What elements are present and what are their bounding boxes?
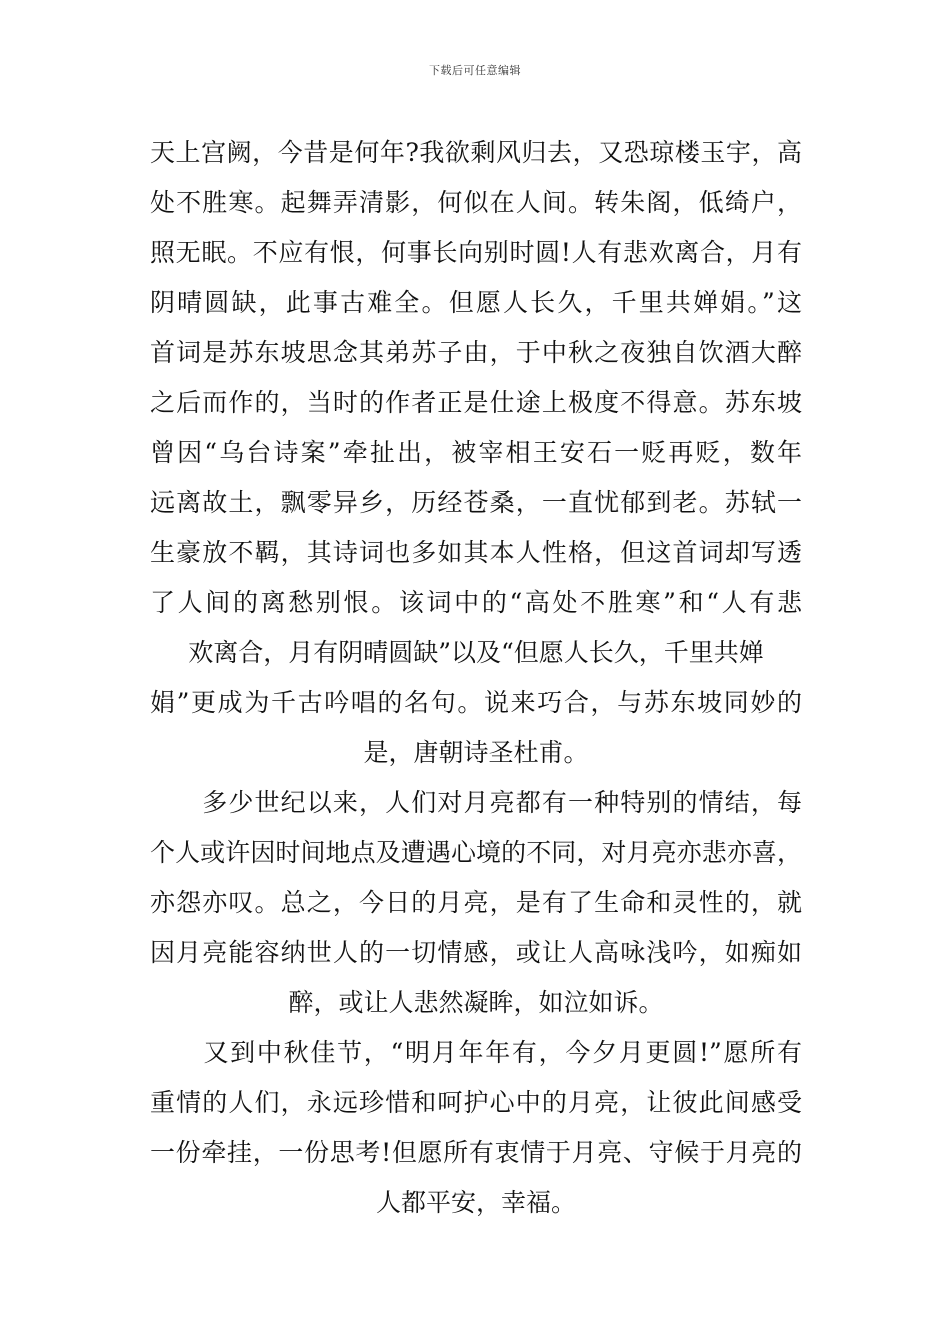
- text-line: 一份牵挂，一份思考!但愿所有衷情于月亮、守候于月亮的: [150, 1138, 802, 1167]
- text-line: 重情的人们，永远珍惜和呵护心中的月亮，让彼此间感受: [150, 1088, 802, 1117]
- page-header: 下载后可任意编辑: [429, 64, 521, 77]
- text-line: 娟”更成为千古吟唱的名句。说来巧合，与苏东坡同妙的: [150, 688, 802, 717]
- text-line: 个人或许因时间地点及遭遇心境的不同，对月亮亦悲亦喜，: [150, 838, 802, 867]
- text-line: 因月亮能容纳世人的一切情感，或让人高咏浅吟，如痴如: [150, 938, 802, 967]
- text-line: 处不胜寒。起舞弄清影，何似在人间。转朱阁，低绮户，: [150, 188, 802, 217]
- text-line: 照无眠。不应有恨，何事长向别时圆!人有悲欢离合，月有: [150, 238, 802, 267]
- text-line: 多少世纪以来，人们对月亮都有一种特别的情结，每: [150, 788, 802, 817]
- text-line: 又到中秋佳节，“明月年年有，今夕月更圆!”愿所有: [150, 1038, 802, 1067]
- text-line: 曾因“乌台诗案”牵扯出，被宰相王安石一贬再贬，数年: [150, 438, 802, 467]
- text-line: 天上宫阙，今昔是何年?我欲剩风归去，又恐琼楼玉宇，高: [150, 138, 802, 167]
- text-line: 欢离合，月有阴晴圆缺”以及“但愿人长久，千里共婵: [188, 638, 764, 667]
- text-line: 是，唐朝诗圣杜甫。: [363, 738, 589, 767]
- text-line: 人都平安，幸福。: [375, 1188, 576, 1217]
- text-line: 了人间的离愁别恨。该词中的“高处不胜寒”和“人有悲: [150, 588, 802, 617]
- document-body: [150, 128, 802, 1228]
- text-line: 生豪放不羁，其诗词也多如其本人性格，但这首词却写透: [150, 538, 802, 567]
- text-line: 之后而作的，当时的作者正是仕途上极度不得意。苏东坡: [150, 388, 802, 417]
- text-line: 阴晴圆缺，此事古难全。但愿人长久，千里共婵娟。”这: [150, 288, 802, 317]
- text-line: 远离故土，飘零异乡，历经苍桑，一直忧郁到老。苏轼一: [150, 488, 802, 517]
- text-line: 醉，或让人悲然凝眸，如泣如诉。: [288, 988, 664, 1017]
- text-line: 首词是苏东坡思念其弟苏子由，于中秋之夜独自饮酒大醉: [150, 338, 802, 367]
- text-line: 亦怨亦叹。总之，今日的月亮，是有了生命和灵性的，就: [150, 888, 802, 917]
